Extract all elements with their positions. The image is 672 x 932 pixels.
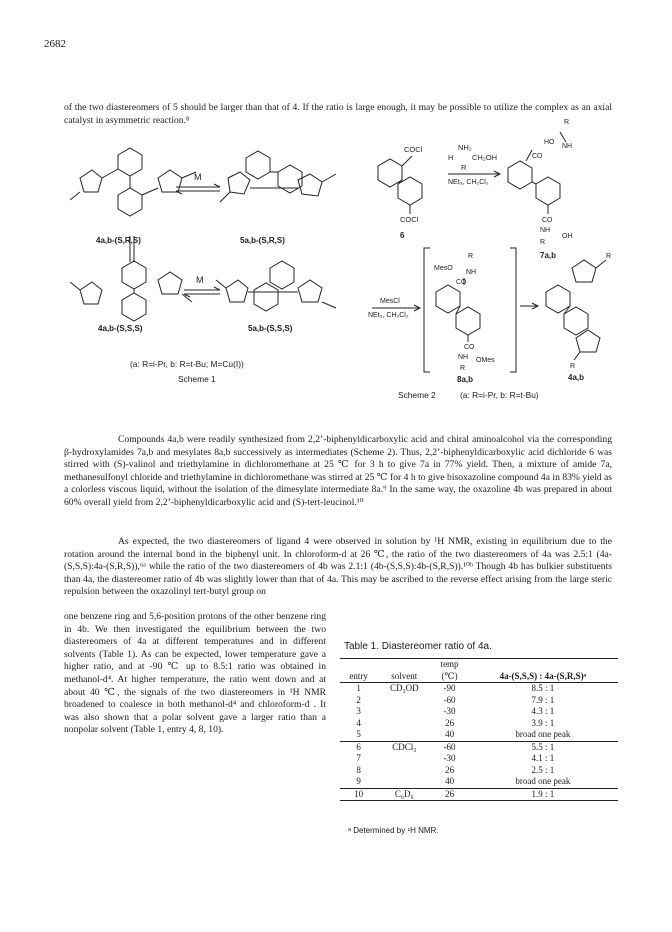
- table-row: 5 40 broad one peak: [340, 729, 618, 741]
- table-row: 9 40 broad one peak: [340, 776, 618, 788]
- table-row: 3 -30 4.3 : 1: [356, 706, 555, 716]
- scheme-1-title: Scheme 1: [178, 374, 216, 384]
- group-nh2: NH₂: [458, 143, 472, 152]
- table-row: 4 26 3.9 : 1: [356, 717, 555, 728]
- group-cocl-bottom: COCl: [400, 215, 419, 224]
- group-r-8-top: R: [468, 253, 474, 260]
- header-temp: temp: [440, 659, 459, 669]
- label-6: 6: [400, 231, 405, 240]
- header-entry: entry: [349, 670, 368, 681]
- structure-4-sss: [70, 261, 192, 321]
- group-r-8-bottom: R: [460, 365, 466, 372]
- group-ch2oh: CH₂OH: [472, 153, 497, 162]
- table-1-caption: Table 1. Diastereomer ratio of 4a.: [344, 641, 492, 652]
- group-co-7-top: CO: [532, 153, 543, 160]
- reagent-2-bottom: NEt₃, CH₂Cl₂: [368, 312, 409, 319]
- group-nh-7-bottom: NH: [540, 227, 551, 234]
- structure-5-sss: [216, 261, 336, 311]
- equilibrium-arrow-top: [176, 184, 220, 194]
- table-row: 10 C₆D₆ 26 1.9 : 1: [340, 788, 618, 801]
- group-cocl-top: COCl: [404, 145, 423, 154]
- reagent-1: NEt₃, CH₂Cl₂: [448, 179, 489, 186]
- group-h: H: [448, 153, 454, 162]
- label-5-sss: 5a,b-(S,S,S): [248, 324, 293, 333]
- header-temp-unit: (℃): [441, 670, 458, 681]
- structure-7: [508, 132, 566, 214]
- reaction-arrow-1: [448, 171, 500, 177]
- scheme-2-structures: [360, 118, 620, 383]
- table-row: 6 CDCl₃ -60 5.5 : 1: [356, 741, 555, 752]
- paragraph-equilibrium: one benzene ring and 5,6-position protons of the other benzene ring in 4b. We then investigated the equilibrium between the two diastereomers of 4a at different temperatures and in different solvents (Table 1). As can be expected, lower temperature gave a higher ratio, and at -90 ℃ up to 8.5:1 ratio was obtained in methanol-d⁴. At higher temperature, the ratio went down and at about 40 ℃, the signals of the two diastereomers in ¹H NMR broadened to coalesce in both methanol-d⁴ and chloroform-d . It was also shown that a polar solvent gave a larger ratio than a nonpolar solvent (Table 1, entry 4, 8, 10).: [64, 611, 326, 736]
- group-oh-7: OH: [562, 233, 573, 240]
- reaction-arrow-2: [372, 305, 420, 311]
- label-8ab: 8a,b: [457, 375, 474, 384]
- scheme-2-legend: (a: R=i-Pr, b: R=t-Bu): [460, 390, 539, 400]
- header-solvent: solvent: [391, 670, 418, 681]
- arrow-label-bottom: M: [196, 275, 204, 285]
- reaction-arrow-3: [520, 303, 538, 309]
- table-1-footnote: ᵃ Determined by ¹H NMR.: [348, 826, 439, 835]
- group-meso: MesO: [434, 265, 453, 272]
- table-1: [340, 658, 618, 801]
- group-nh-7-top: NH: [562, 143, 573, 150]
- label-5-srs: 5a,b-(S,R,S): [240, 236, 285, 245]
- reagent-2-top: MesCl: [380, 298, 400, 305]
- header-ratio: 4a-(S,S,S) : 4a-(S,R,S)ᵃ: [499, 670, 587, 681]
- structure-8: [436, 278, 480, 342]
- group-nh-8-bottom: NH: [458, 354, 469, 361]
- group-co-7-bottom: CO: [542, 217, 553, 224]
- group-r-7-top: R: [564, 119, 570, 126]
- group-nh-8-top: NH: [466, 269, 477, 276]
- group-ho: HO: [544, 139, 555, 146]
- label-4-srs: 4a,b-(S,R,S): [96, 236, 141, 245]
- group-co-8-top: CO: [456, 279, 467, 286]
- label-4ab: 4a,b: [568, 373, 585, 382]
- group-co-8-bottom: CO: [464, 344, 475, 351]
- group-r-4-top: R: [606, 253, 612, 260]
- label-7ab: 7a,b: [540, 251, 557, 260]
- paragraph-synthesis: Compounds 4a,b were readily synthesized from 2,2’-biphenyldicarboxylic acid and chiral aminoalcohol via the corresponding β-hydroxylamides 7a,b and mesylates 8a,b successively as intermediates (Scheme 2). Thus, 2,2’-biphenyldicarboxylic acid dichloride 6 was stirred with (S)-valinol and triethylamine in dichloromethane at 25 ℃ for 3 h to give 7a in 77% yield. Then, a mixture of amide 7a, methanesulfonyl chloride and triethylamine in dichloromethane was stirred at 25 ℃ for 4 h to give bisoxazoline compound 4a in 83% yield as a colorless viscous liquid, without the isolation of the dimesylate intermediate 8a.⁹ In the same way, the oxazoline 4b was prepared in about 60% overall yield from 2,2’-biphenyldicarboxylic acid and (S)-tert-leucinol.¹⁰: [64, 434, 612, 508]
- table-row: 1 CD₃OD -90 8.5 : 1: [356, 683, 555, 693]
- table-row: 7 -30 4.1 : 1: [356, 753, 555, 763]
- group-r-4-bottom: R: [570, 363, 576, 370]
- paragraph-diastereomers: As expected, the two diastereomers of ligand 4 were observed in solution by ¹H NMR, existing in equilibrium due to the rotation around the internal bond in the biphenyl unit. In chloroform-d at 26 ℃, the ratio of the two diastereomers of 4a was 2.5:1 (4a-(S,S,S):4a-(S,R,S)),⁶ᵃ while the ratio of the two diastereomers of 4b was 2.1:1 (4b-(S,S,S):4b-(S,R,S)).¹⁰ᵇ Though 4b has bulkier substituents than 4a, the diastereomer ratio of 4b was slightly lower than that of 4a. This may be ascribed to the reverse effect arising from the large steric repulsion between the oxazolinyl tert-butyl group on: [64, 536, 612, 598]
- arrow-label-top: M: [194, 172, 202, 182]
- structure-4-srs: [70, 148, 196, 216]
- table-row: 8 26 2.5 : 1: [356, 764, 555, 775]
- table-row: 2 -60 7.9 : 1: [356, 694, 555, 705]
- group-r-7-bottom: R: [540, 239, 546, 246]
- scheme-2-title: Scheme 2: [398, 390, 436, 400]
- structure-4-product: [546, 260, 606, 360]
- equilibrium-arrow-bottom: [184, 287, 220, 297]
- label-4-sss: 4a,b-(S,S,S): [98, 324, 143, 333]
- structure-5-srs: [220, 151, 336, 202]
- group-omes: OMes: [476, 357, 495, 364]
- structure-6: [378, 156, 422, 214]
- intro-paragraph: of the two diastereomers of 5 should be larger than that of 4. If the ratio is large enough, it may be possible to utilize the complex as an axial catalyst in asymmetric reaction.⁸: [64, 102, 612, 126]
- page-number: 2682: [44, 38, 66, 50]
- scheme-1-structures: [58, 140, 348, 370]
- group-r-valinol: R: [461, 163, 467, 172]
- scheme-1-legend: (a: R=i-Pr, b: R=t-Bu; M=Cu(I)): [130, 359, 244, 369]
